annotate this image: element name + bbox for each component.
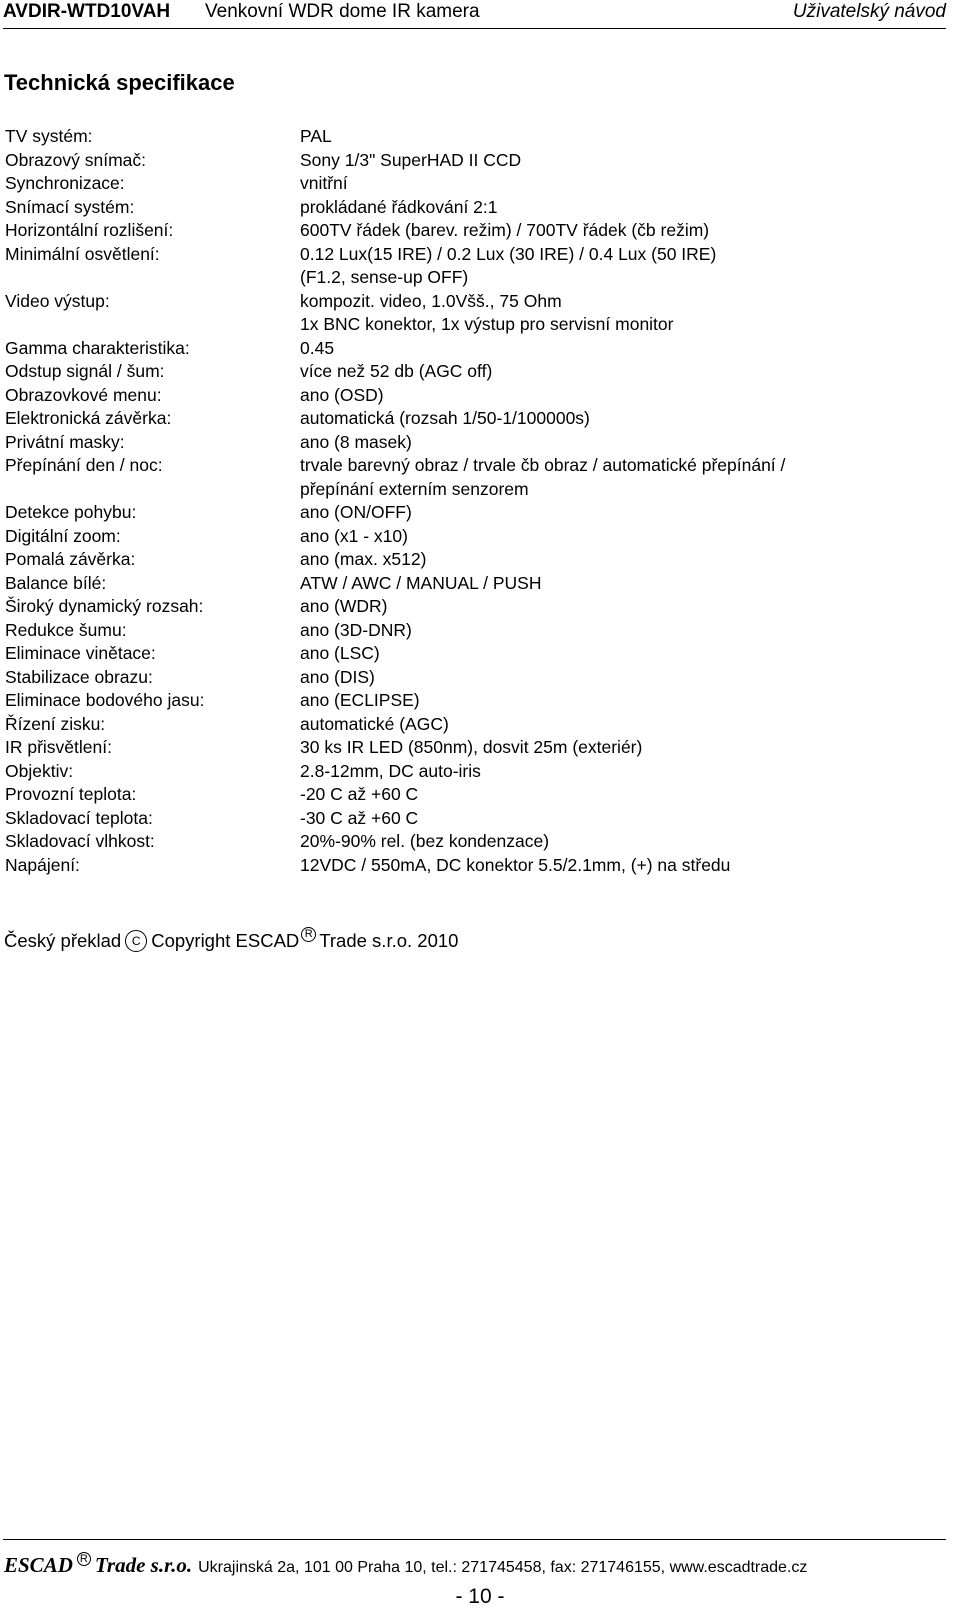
spec-label: Odstup signál / šum: [5, 361, 165, 381]
header-model: AVDIR-WTD10VAH [3, 1, 171, 22]
spec-value: PAL [300, 126, 332, 146]
spec-value: přepínání externím senzorem [300, 478, 529, 499]
spec-row [5, 384, 945, 408]
spec-label: Široký dynamický rozsah: [5, 596, 204, 616]
spec-row [5, 454, 945, 478]
spec-row [5, 501, 945, 525]
spec-label: Minimální osvětlení: [5, 243, 160, 264]
footer-brand-logo [4, 1553, 192, 1577]
footer-address: Ukrajinská 2a, 101 00 Praha 10, tel.: 271745458, fax: 271746155, www.escadtrade.cz [198, 1559, 808, 1576]
footer-divider [3, 1539, 946, 1540]
spec-value: 0.45 [300, 337, 335, 358]
spec-row [5, 431, 945, 455]
spec-label: Napájení: [5, 854, 80, 875]
spec-row [5, 760, 945, 784]
spec-value: ano (DIS) [300, 666, 375, 687]
spec-value: 20%-90% rel. (bez kondenzace) [300, 831, 550, 851]
spec-label: Obrazovkové menu: [5, 384, 162, 405]
spec-value: 1x BNC konektor, 1x výstup pro servisní monitor [300, 314, 674, 334]
page-header [3, 0, 946, 26]
spec-value: kompozit. video, 1.0Všš., 75 Ohm [300, 290, 562, 311]
spec-label: Přepínání den / noc: [5, 455, 163, 475]
spec-label: IR přisvětlení: [5, 737, 112, 757]
header-doctype: Uživatelský návod [792, 1, 946, 22]
spec-row [5, 125, 945, 149]
spec-value: ano (x1 - x10) [300, 525, 408, 546]
spec-value: 600TV řádek (barev. režim) / 700TV řádek (čb režim) [300, 220, 710, 240]
spec-row [5, 290, 945, 314]
spec-row [5, 619, 945, 643]
copyright-text: Copyright ESCAD [151, 930, 300, 951]
spec-value: prokládané řádkování 2:1 [300, 196, 498, 217]
spec-label: Skladovací teplota: [5, 807, 153, 828]
copyright-suffix: Trade s.r.o. 2010 [319, 930, 459, 951]
spec-label: Provozní teplota: [5, 784, 137, 804]
spec-row [5, 478, 945, 502]
spec-row [5, 595, 945, 619]
spec-row [5, 313, 945, 337]
spec-value: vnitřní [300, 173, 348, 193]
spec-row [5, 149, 945, 173]
spec-value: 2.8-12mm, DC auto-iris [300, 760, 481, 781]
header-divider [3, 28, 946, 29]
spec-label: Eliminace vinětace: [5, 643, 156, 663]
spec-label: Detekce pohybu: [5, 502, 137, 522]
spec-label: Objektiv: [5, 760, 74, 781]
spec-row [5, 807, 945, 831]
spec-row [5, 407, 945, 431]
spec-label: Horizontální rozlišení: [5, 220, 174, 240]
copyright-prefix: Český překlad [4, 930, 122, 951]
footer-brand: ESCAD [4, 1553, 73, 1577]
spec-row [5, 713, 945, 737]
footer-registered-icon: R [77, 1552, 91, 1566]
spec-value: ano (ECLIPSE) [300, 690, 420, 710]
spec-row [5, 219, 945, 243]
spec-row [5, 337, 945, 361]
spec-value: automatické (AGC) [300, 713, 449, 734]
spec-value: ano (max. x512) [300, 549, 427, 569]
spec-value: 30 ks IR LED (850nm), dosvit 25m (exteriér) [300, 737, 643, 757]
spec-value: ano (3D-DNR) [300, 619, 412, 640]
spec-row [5, 736, 945, 760]
spec-row [5, 783, 945, 807]
spec-table [5, 125, 945, 877]
spec-value: 12VDC / 550mA, DC konektor 5.5/2.1mm, (+) na středu [300, 854, 731, 875]
spec-value: -30 C až +60 C [300, 807, 419, 828]
spec-value: trvale barevný obraz / trvale čb obraz / automatické přepínání / [300, 455, 786, 475]
spec-value: více než 52 db (AGC off) [300, 361, 493, 381]
spec-row [5, 642, 945, 666]
spec-value: (F1.2, sense-up OFF) [300, 267, 469, 287]
spec-row [5, 266, 945, 290]
spec-label: Synchronizace: [5, 173, 125, 193]
registered-icon: R [301, 927, 316, 942]
spec-value: automatická (rozsah 1/50-1/100000s) [300, 408, 590, 428]
page-footer [4, 1552, 946, 1578]
spec-row [5, 854, 945, 878]
spec-value: ano (OSD) [300, 384, 384, 405]
spec-value: 0.12 Lux(15 IRE) / 0.2 Lux (30 IRE) / 0.4 Lux (50 IRE) [300, 243, 717, 264]
spec-value: -20 C až +60 C [300, 784, 419, 804]
spec-label: TV systém: [5, 126, 93, 146]
spec-label: Redukce šumu: [5, 619, 127, 640]
copyright-line [4, 927, 458, 952]
page-number: - 10 - [455, 1585, 505, 1608]
spec-label: Stabilizace obrazu: [5, 666, 153, 687]
spec-row [5, 689, 945, 713]
spec-label: Snímací systém: [5, 196, 135, 217]
header-product: Venkovní WDR dome IR kamera [205, 1, 480, 22]
spec-label: Skladovací vlhkost: [5, 831, 155, 851]
spec-label: Obrazový snímač: [5, 149, 147, 170]
footer-brand-suffix: Trade s.r.o. [94, 1553, 193, 1577]
spec-value: ano (8 masek) [300, 431, 412, 452]
spec-row [5, 525, 945, 549]
spec-row [5, 172, 945, 196]
spec-label: Video výstup: [5, 290, 110, 311]
spec-label: Elektronická závěrka: [5, 408, 172, 428]
spec-row [5, 360, 945, 384]
spec-value: ano (ON/OFF) [300, 502, 412, 522]
spec-value: ano (WDR) [300, 596, 388, 616]
copyright-icon: C [125, 930, 147, 952]
spec-value: ATW / AWC / MANUAL / PUSH [300, 572, 542, 593]
spec-row [5, 243, 945, 267]
spec-row [5, 548, 945, 572]
spec-label: Privátní masky: [5, 431, 125, 452]
spec-value: Sony 1/3" SuperHAD II CCD [300, 149, 522, 170]
spec-label: Balance bílé: [5, 572, 107, 593]
spec-label: Pomalá závěrka: [5, 549, 136, 569]
spec-row [5, 830, 945, 854]
page-title: Technická specifikace [4, 70, 235, 95]
spec-row [5, 666, 945, 690]
spec-label: Digitální zoom: [5, 525, 121, 546]
spec-label: Gamma charakteristika: [5, 337, 190, 358]
spec-row [5, 196, 945, 220]
spec-label: Řízení zisku: [5, 713, 106, 734]
spec-row [5, 572, 945, 596]
spec-value: ano (LSC) [300, 643, 380, 663]
spec-label: Eliminace bodového jasu: [5, 690, 205, 710]
